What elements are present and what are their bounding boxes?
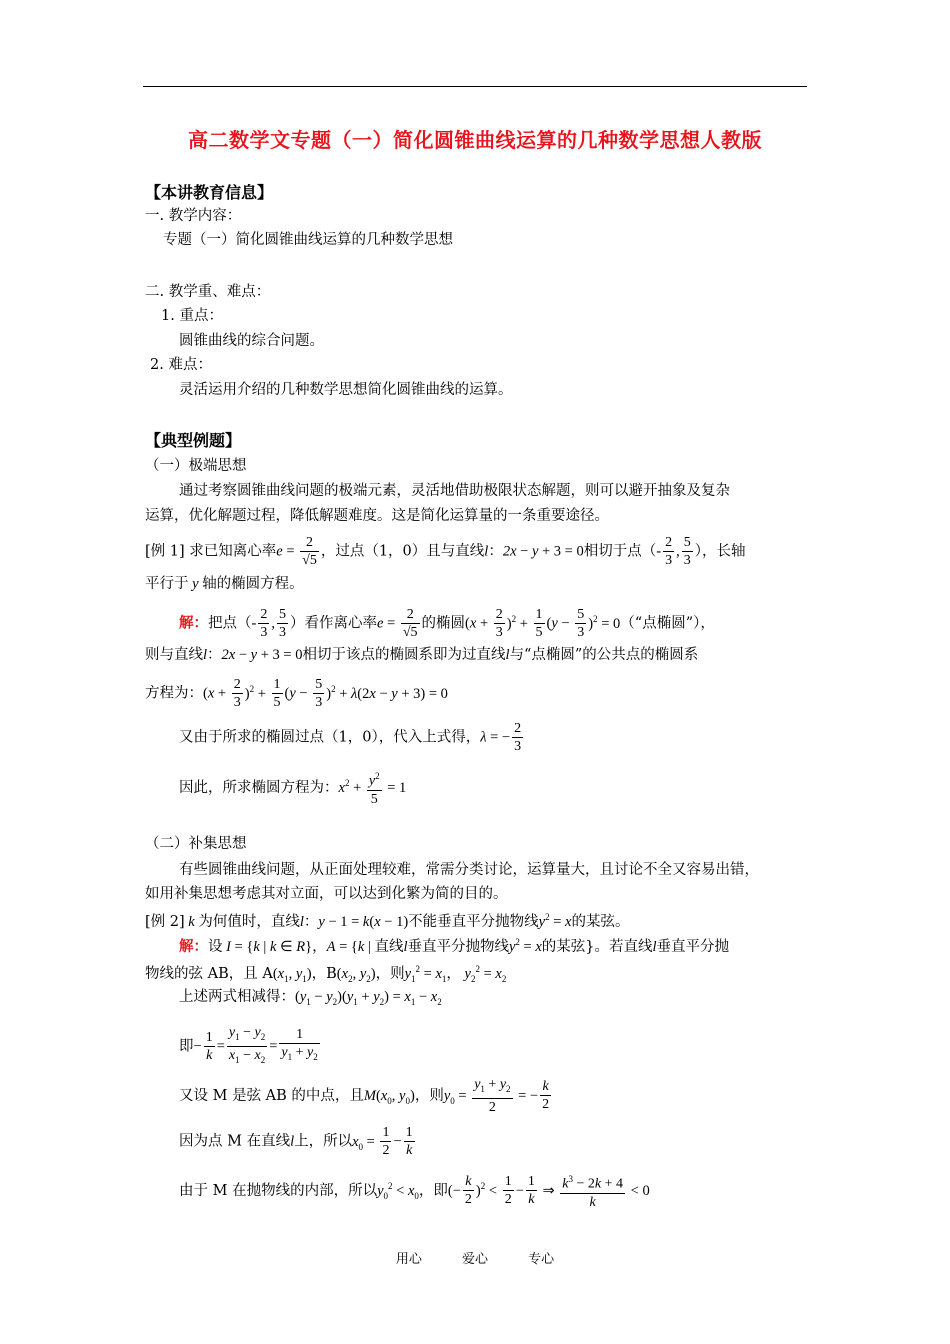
item-key-points: 二. 教学重、难点： [145,284,271,300]
solution1-line5: 因此，所求椭圆方程为：$x^2$ + $\frac{y^2}{5}$ = 1 [179,768,406,808]
solution2-line7: 由于 M 在抛物线的内部，所以$y_0^2 < x_0$，即(− $\frac{k}{2}$ )$^2$ < $\frac{1}{2}$ − $\frac{1}{k}$ ⇒ $\frac{k^3 - 2k + 4}{k}$ < 0 [179,1171,650,1211]
solution2-line2: 物线的弦 AB，且 $A(x_1$, $y_1$)，$B(x_2$, $y_2$)，则$y_1^2 = x_1$， $y_2^2 = x_2$ [145,964,507,984]
part1-title: （一）极端思想 [145,458,247,474]
page-footer [0,1248,950,1267]
page-title: 高二数学文专题（一）简化圆锥曲线运算的几种数学思想人教版 [188,128,762,152]
difficulty-label: 2. 难点： [150,357,212,373]
solution1-line2: 则与直线l：2x − y + 3 = 0相切于该点的椭圆系即为过直线l与“点椭圆”的公共点的椭圆系 [145,647,699,663]
example1-statement: [例 1] 求已知离心率e = $\frac{2}{√5}$ ，过点（1，0）且与直线l：2x − y + 3 = 0相切于点（- $\frac{2}{3}$ , $\frac{5}{3}$ ），长轴 [145,535,746,568]
key-text: 圆锥曲线的综合问题。 [179,333,324,349]
header-rule [143,86,807,87]
part2-paragraph-line2: 如用补集思想考虑其对立面，可以达到化繁为简的目的。 [145,886,508,902]
part1-paragraph-line1: 通过考察圆锥曲线问题的极端元素，灵活地借助极限状态解题，则可以避开抽象及复杂 [179,483,730,499]
solution2-line1: 解：设 I = {k | k ∈ R}，A = {k | 直线l垂直平分抛物线$y^2 = x$的某弦}。若直线l垂直平分抛 [179,937,730,955]
section-heading-info: 【本讲教育信息】 [145,183,274,202]
example2-statement: [例 2] k 为何值时，直线l：y − 1 = k(x − 1)不能垂直平分抛物线$y^2 = x$的某弦。 [145,912,630,930]
footer-text-2: 爱心 [461,1252,488,1267]
example1-statement-line2: 平行于 y 轴的椭圆方程。 [145,576,304,592]
solution2-line6: 因为点 M 在直线l上，所以$x_0$ = $\frac{1}{2}$ − $\frac{1}{k}$ [179,1125,413,1158]
footer-text-1: 用心 [395,1252,422,1267]
solution2-line4: 即− $\frac{1}{k}$ = $\frac{y_1 - y_2}{x_1 - x_2}$ = $\frac{1}{y_1 + y_2}$ [179,1025,318,1065]
solution1-line3: 方程为：(x + $\frac{2}{3}$ )$^2$ + $\frac{1}{5}$ (y − $\frac{5}{3}$ )$^2$ + λ(2x − y + 3) = 0 [145,677,448,710]
section-heading-examples: 【典型例题】 [145,431,242,450]
solution1-line1: 解：把点（- $\frac{2}{3}$ , $\frac{5}{3}$ ）看作离心率e = $\frac{2}{√5}$ 的椭圆(x + $\frac{2}{3}$ )$^2$ + $\frac{1}{5}$ (y − $\frac{5}{3}$ )$^2$ = 0（“点椭圆”）， [179,607,715,640]
item-teaching-content-text: 专题（一）简化圆锥曲线运算的几种数学思想 [163,232,453,248]
part2-title: （二）补集思想 [145,836,247,852]
solution2-line5: 又设 M 是弦 AB 的中点，且$M(x_0$, $y_0$)，则$y_0$ = $\frac{y_1 + y_2}{2}$ = − $\frac{k}{2}$ [179,1077,550,1115]
part1-paragraph-line2: 运算，优化解题过程，降低解题难度。这是简化运算量的一条重要途径。 [145,508,609,524]
difficulty-text: 灵活运用介绍的几种数学思想简化圆锥曲线的运算。 [179,382,513,398]
item-teaching-content: 一. 教学内容： [145,208,242,224]
key-label: 1. 重点： [161,308,223,324]
solution2-line3: 上述两式相减得：$(y_1 - y_2)(y_1 + y_2) = x_1 - x_2$ [179,989,442,1007]
footer-text-3: 专心 [528,1252,555,1267]
solution1-line4: 又由于所求的椭圆过点（1，0），代入上式得，λ = − $\frac{2}{3}$ [179,721,522,754]
part2-paragraph-line1: 有些圆锥曲线问题，从正面处理较难，常需分类讨论，运算量大，且讨论不全又容易出错， [179,862,759,878]
